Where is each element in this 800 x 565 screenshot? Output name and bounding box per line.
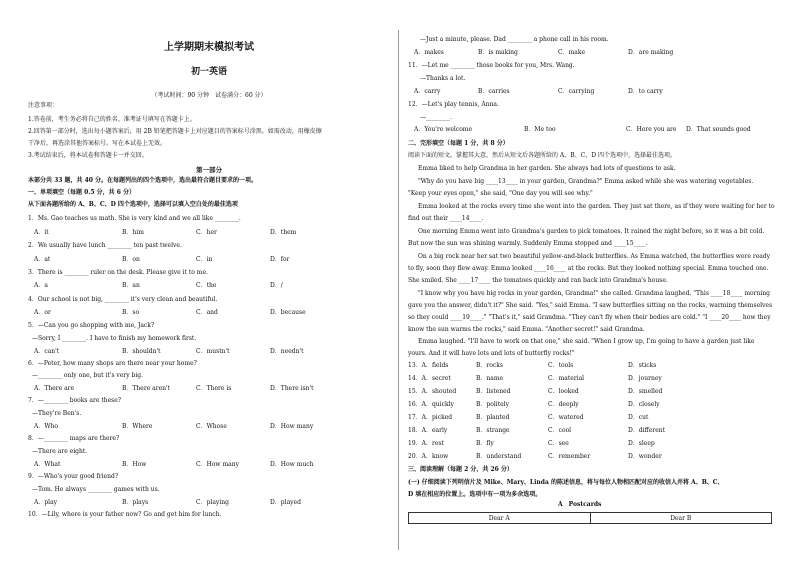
section1-title: 一、单项填空（每题 0.5 分，共 6 分） — [28, 189, 135, 196]
cloze-line: Emma laughed. "I'll have to work on that one," she said. "When I grow up, I'm going to have a garden just like — [418, 338, 755, 345]
note-2: 2.回答第一部分时，选出每小题答案后，用 2B 铅笔把答题卡上对应题目的答案标号涂黑。如需改动，用橡皮擦 — [28, 128, 322, 135]
cloze-line: One morning Emma went into Grandma's garden to pick tomatoes. It rained the night before, so it was a bit cold. — [418, 228, 765, 235]
option-c[interactable]: C．carrying — [558, 88, 595, 95]
cloze-option-c[interactable]: C．looked — [548, 388, 579, 395]
option-c[interactable]: C．in — [196, 256, 213, 263]
cloze-line: know the sun warms the rocks," said Emma. "Another secret!" said Grandma. — [408, 326, 645, 333]
time-info: （考试时间：90 分钟 试卷满分：60 分） — [151, 92, 267, 99]
cloze-option-b[interactable]: B．fly — [476, 440, 494, 447]
note-1: 1.答卷前，考生务必将自己的姓名、准考证号填写在答题卡上。 — [28, 116, 196, 123]
question-stem: 4．Our school is not big, ________ it's very clean and beautiful. — [28, 296, 218, 303]
option-d[interactable]: D．because — [270, 309, 306, 316]
postcards-table — [408, 512, 772, 524]
cloze-option-d[interactable]: D．journey — [628, 375, 662, 382]
option-d[interactable]: D．needn't — [270, 348, 304, 355]
question-stem-reply: —Just a minute, please. Dad ________ a phone call in his room. — [420, 36, 609, 43]
option-c[interactable]: C．her — [196, 229, 217, 236]
option-a[interactable]: A．a — [34, 282, 48, 289]
cloze-option-d[interactable]: D．different — [628, 427, 666, 434]
question-stem-reply: —Sorry, I ________. I have to finish my homework first. — [32, 335, 197, 342]
cloze-line: yours. And it will have lots and lots of butterfly rocks!" — [408, 350, 575, 357]
cloze-instruction: 阅读下面的短文，掌握其大意，然后从短文后各题所给的 A、B、C、D 四个选项中，选择最佳选项。 — [408, 152, 676, 159]
question-stem: 6．—Peter, how many shops are there near your home? — [28, 360, 197, 367]
question-stem-reply: —________. — [420, 114, 452, 121]
part1-intro: 本部分共 33 题，共 40 分。在每题列出的四个选项中，选出最符合题目要求的一项。 — [28, 177, 258, 184]
option-a[interactable]: A．There are — [34, 385, 75, 392]
option-c[interactable]: C．the — [196, 282, 217, 289]
cloze-option-d[interactable]: D．closely — [628, 401, 660, 408]
passage-title: A Postcards — [558, 501, 602, 508]
option-a[interactable]: A．You're welcome — [414, 126, 473, 133]
option-c[interactable]: C．Whose — [196, 423, 227, 430]
cloze-option-a[interactable]: 17．A．picked — [408, 414, 453, 421]
table-header-dear-b: Dear B — [590, 513, 772, 523]
cloze-option-a[interactable]: 13．A．fields — [408, 362, 449, 369]
option-a[interactable]: A．can't — [34, 348, 60, 355]
note-3: 3.考试结束后，将本试卷和答题卡一并交回。 — [28, 152, 148, 159]
option-d[interactable]: D．There isn't — [270, 385, 314, 392]
cloze-option-c[interactable]: C．material — [548, 375, 585, 382]
cloze-option-b[interactable]: B．name — [476, 375, 504, 382]
cloze-option-b[interactable]: B．listened — [476, 388, 511, 395]
option-b[interactable]: B．There aren't — [122, 385, 171, 392]
cloze-option-d[interactable]: D．sleep — [628, 440, 655, 447]
option-d[interactable]: D．them — [270, 229, 297, 236]
option-b[interactable]: B．Me too — [524, 126, 556, 133]
column-divider — [398, 30, 399, 550]
question-stem-reply: —There are eight. — [32, 448, 88, 455]
question-stem-reply: —They're Ben's. — [32, 410, 82, 417]
exam-title: 上学期期末模拟考试 — [164, 42, 254, 53]
option-d[interactable]: D．played — [270, 499, 301, 506]
option-b[interactable]: B．on — [122, 256, 140, 263]
option-b[interactable]: B．so — [122, 309, 140, 316]
cloze-option-c[interactable]: C．remember — [548, 453, 591, 460]
option-d[interactable]: D．are making — [628, 49, 674, 56]
cloze-option-b[interactable]: B．politely — [476, 401, 509, 408]
option-a[interactable]: A．or — [34, 309, 51, 316]
cloze-option-c[interactable]: C．deeply — [548, 401, 579, 408]
question-stem-reply: —Tom. He always ________ games with us. — [32, 486, 160, 493]
note-2-cont: 干净后，再选涂其他答案标号。写在本试卷上无效。 — [28, 140, 167, 147]
question-stem: 5．—Can you go shopping with me, Jack? — [28, 322, 155, 329]
option-b[interactable]: B．Where — [122, 423, 153, 430]
left-column — [28, 0, 390, 565]
cloze-option-d[interactable]: D．sticks — [628, 362, 657, 369]
option-b[interactable]: B．him — [122, 229, 144, 236]
cloze-line: find out their ____14____. — [408, 215, 484, 222]
cloze-line: On a big rock near her sat two beautiful yellow-and-black butterflies. As Emma watched, the butterflies were ready — [418, 253, 771, 260]
option-d[interactable]: D．How much — [270, 461, 314, 468]
cloze-option-a[interactable]: 19．A．rest — [408, 440, 444, 447]
option-c[interactable]: C．make — [558, 49, 586, 56]
option-c[interactable]: C．mustn't — [196, 348, 230, 355]
cloze-option-d[interactable]: D．wonder — [628, 453, 662, 460]
option-d[interactable]: D．That sounds good — [686, 126, 751, 133]
option-d[interactable]: D．to carry — [628, 88, 663, 95]
cloze-option-b[interactable]: B．rocks — [476, 362, 503, 369]
option-d[interactable]: D．for — [270, 256, 290, 263]
question-stem: 12．—Let's play tennis, Anna. — [408, 101, 499, 108]
cloze-line: She smiled. She ____17____ the tomatoes quickly and ran back into Grandma's house. — [408, 277, 668, 284]
cloze-option-c[interactable]: C．cool — [548, 427, 572, 434]
question-stem-reply: —________ only one, but it's very big. — [32, 372, 144, 379]
question-stem: 7．—________ books are these? — [28, 397, 121, 404]
cloze-option-a[interactable]: 16．A．quickly — [408, 401, 454, 408]
option-a[interactable]: A．What — [34, 461, 61, 468]
cloze-line: But now the sun was shining warmly. Suddenly Emma stopped and ____15____. — [408, 240, 648, 247]
cloze-line: gave you the answer, didn't it?" She said. "Yes," said Emma. "I saw butterflies sitting on the rocks, warming themselves — [408, 302, 773, 309]
notes-heading: 注意事项： — [28, 102, 59, 109]
exam-subtitle: 初一英语 — [190, 67, 227, 77]
cloze-option-b[interactable]: B．strange — [476, 427, 510, 434]
cloze-section-title: 二、完形填空（每题 1 分，共 8 分） — [408, 140, 509, 147]
option-b[interactable]: B．carries — [478, 88, 510, 95]
option-a[interactable]: A．carry — [414, 88, 441, 95]
option-b[interactable]: B．an — [122, 282, 140, 289]
cloze-option-c[interactable]: C．watered — [548, 414, 584, 421]
cloze-option-a[interactable]: 18．A．early — [408, 427, 448, 434]
cloze-line: to fly, soon they flew away. Emma looked ____16____ at the rocks. But they looked nothing special. Emma touched one. — [408, 265, 769, 272]
option-a[interactable]: A．Who — [34, 423, 58, 430]
question-stem: 8．—________ maps are there? — [28, 435, 120, 442]
cloze-option-b[interactable]: B．understand — [476, 453, 522, 460]
option-b[interactable]: B．How — [122, 461, 147, 468]
question-stem: 11．—Let me ________ those books for you, Mrs. Wang. — [408, 62, 575, 69]
option-a[interactable]: A．at — [34, 256, 51, 263]
cloze-line: so they could ____19____." "That's it," said Grandma. "They can't fly when their bodies are cold." "I ____20____ how they — [408, 314, 771, 321]
section1-instruction: 从下面各题所给的 A、B、C、D 四个选项中，选择可以填入空白处的最佳选项 — [28, 201, 238, 208]
option-a[interactable]: A．makes — [414, 49, 444, 56]
cloze-option-d[interactable]: D．cut — [628, 414, 649, 421]
option-b[interactable]: B．is making — [478, 49, 518, 56]
cloze-line: Emma looked at the rocks every time she went into the garden. They just sat there, as if they were waiting for her to — [418, 203, 775, 210]
question-stem: 10．—Lily, where is your father now? Go and get him for lunch. — [28, 511, 222, 518]
right-column — [408, 0, 774, 565]
question-stem: 2．We usually have lunch ________ ten past twelve. — [28, 242, 182, 249]
cloze-option-c[interactable]: C．see — [548, 440, 569, 447]
question-stem: 9．—Who's your good friend? — [28, 473, 119, 480]
reading-section-title: 三、阅读理解（每题 2 分，共 26 分） — [408, 466, 513, 473]
option-c[interactable]: C．playing — [196, 499, 229, 506]
reading-instruction: (一) 仔细阅读下列明信片及 Mike、Mary、Linda 的陈述信息，将与每位人物相匹配对应的收信人并将 A、B、C、 — [408, 479, 724, 486]
option-c[interactable]: C．Here you are — [626, 126, 677, 133]
part1-title: 第一部分 — [196, 166, 222, 174]
option-a[interactable]: A．play — [34, 499, 58, 506]
cloze-option-a[interactable]: 20．A．know — [408, 453, 449, 460]
option-c[interactable]: C．There is — [196, 385, 232, 392]
option-a[interactable]: A．it — [34, 229, 49, 236]
option-c[interactable]: C．and — [196, 309, 218, 316]
cloze-line: "Keep your eyes open," she said, "One day you will see why." — [408, 190, 593, 197]
cloze-option-b[interactable]: B．planted — [476, 414, 510, 421]
question-stem: 1．Ms. Gao teaches us math. She is very kind and we all like ________. — [28, 215, 241, 222]
cloze-option-d[interactable]: D．smelled — [628, 388, 663, 395]
cloze-line: "Why do you have big ____13____ in your garden, Grandma?" Emma asked while she was watering vegetables. — [418, 178, 754, 185]
option-d[interactable]: D．How many — [270, 423, 314, 430]
cloze-option-c[interactable]: C．tools — [548, 362, 574, 369]
cloze-option-a[interactable]: 14．A．secret — [408, 375, 451, 382]
option-b[interactable]: B．shouldn't — [122, 348, 161, 355]
option-d[interactable]: D．/ — [270, 282, 283, 289]
question-stem: 3．There is ________ ruler on the desk. Please give it to me. — [28, 269, 208, 276]
option-c[interactable]: C．How many — [196, 461, 239, 468]
reading-instruction-cont: D 填在相应的位置上。选项中有一项为多余选项。 — [408, 491, 542, 498]
question-stem-reply: —Thanks a lot. — [420, 75, 466, 82]
table-header-dear-a: Dear A — [488, 515, 510, 522]
cloze-line: Emma liked to help Grandma in her garden. She always had lots of questions to ask. — [418, 165, 676, 172]
cloze-option-a[interactable]: 15．A．shouted — [408, 388, 457, 395]
option-b[interactable]: B．plays — [122, 499, 149, 506]
cloze-line: "I know why you have big rocks in your garden, Grandma!" she called. Grandma laughed. "This ____18____ morning — [418, 290, 771, 297]
